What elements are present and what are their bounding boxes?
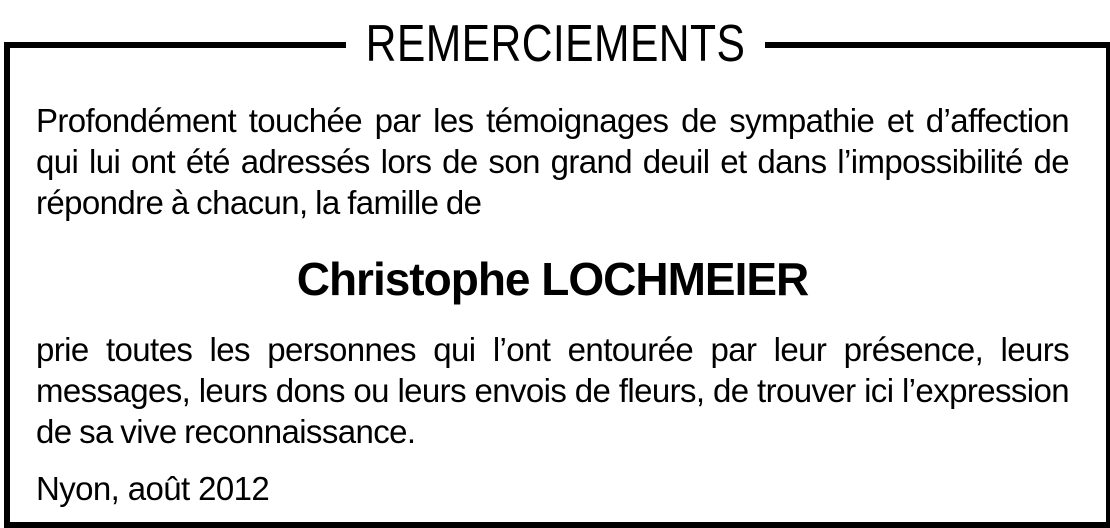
intro-paragraph: Profondément touchée par les témoignages de sympathie et d’affection qui lui ont été adressés lors de son grand deuil et dans l’impossibilité de répondre à chacun, la famille de <box>36 102 1069 221</box>
closing-paragraph: prie toutes les personnes qui l’ont entourée par leur présence, leurs messages, leurs dons ou leurs envois de fleurs, de trouver ici l’expression de sa vive reconnaissance. <box>36 331 1069 450</box>
notice-title: REMERCIEMENTS <box>345 8 764 80</box>
title-area <box>0 8 1110 80</box>
place-date: Nyon, août 2012 <box>36 470 270 507</box>
notice-body <box>36 100 1069 509</box>
deceased-name: Christophe LOCHMEIER <box>296 253 809 305</box>
